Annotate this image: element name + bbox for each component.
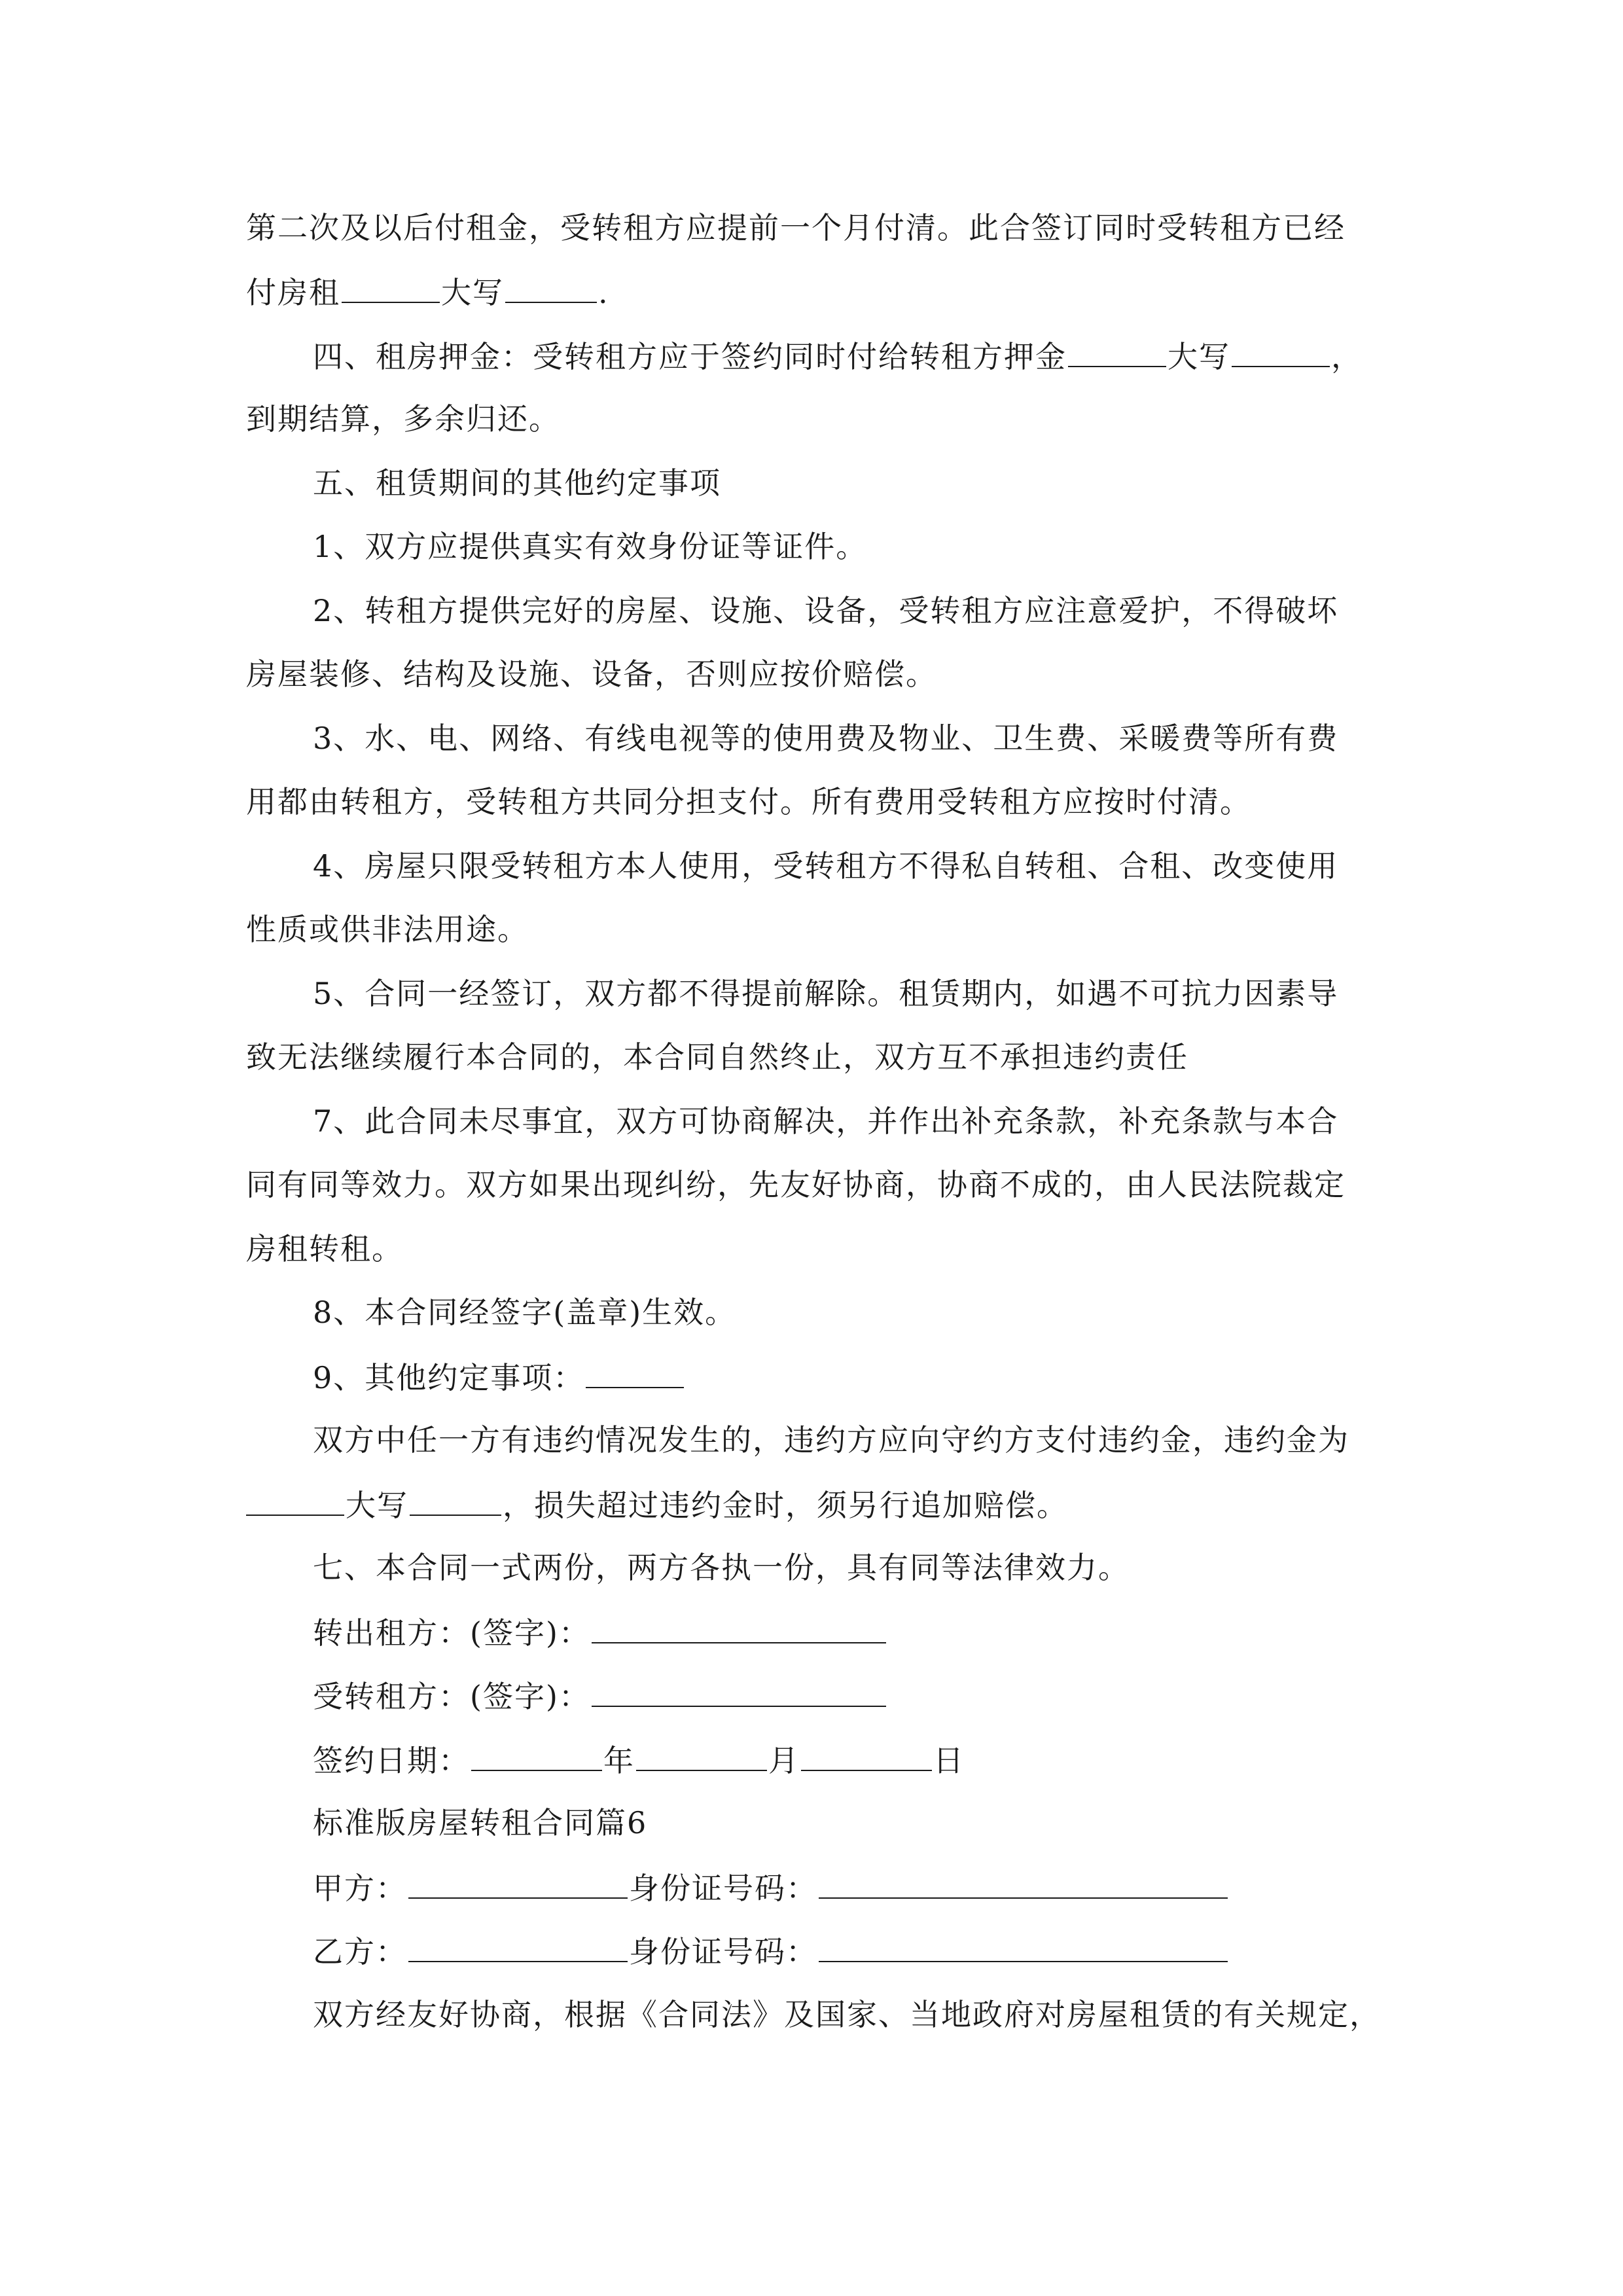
party-line: 甲方： 身份证号码：	[313, 1867, 1229, 1908]
section-title: 标准版房屋转租合同篇6	[313, 1805, 648, 1840]
text-line: 4、房屋只限受转租方本人使用，受转租方不得私自转租、合租、改变使用	[313, 848, 1339, 884]
text-line: 用都由转租方，受转租方共同分担支付。所有费用受转租方应按时付清。	[246, 784, 1251, 819]
text-line: 七、本合同一式两份，两方各执一份，具有同等法律效力。	[313, 1550, 1130, 1585]
text-line: 双方中任一方有违约情况发生的，违约方应向守约方支付违约金，违约金为	[313, 1422, 1349, 1458]
text-line: 大写 ，损失超过违约金时，须另行追加赔偿。	[246, 1484, 1068, 1525]
signature-blank	[592, 1676, 886, 1707]
text-line: 房屋装修、结构及设施、设备，否则应按价赔偿。	[246, 656, 937, 692]
day-blank	[801, 1740, 932, 1771]
section-heading: 五、租赁期间的其他约定事项	[313, 465, 721, 501]
text-line: 四、租房押金：受转租方应于签约同时付给转租方押金 大写 ，	[313, 336, 1363, 376]
signature-line: 转出租方：(签字)：	[313, 1612, 887, 1653]
id-number-blank	[819, 1867, 1228, 1899]
fill-blank	[342, 272, 440, 303]
fill-blank	[246, 1484, 344, 1516]
text-line: 同有同等效力。双方如果出现纠纷，先友好协商，协商不成的，由人民法院裁定	[246, 1167, 1346, 1202]
text-line: 房租转租。	[246, 1231, 403, 1266]
party-line: 乙方： 身份证号码：	[313, 1931, 1229, 1971]
text-line: 双方经友好协商，根据《合同法》及国家、当地政府对房屋租赁的有关规定，	[313, 1997, 1381, 2032]
date-line: 签约日期： 年 月 日	[313, 1740, 965, 1780]
text-line: 3、水、电、网络、有线电视等的使用费及物业、卫生费、采暖费等所有费	[313, 721, 1339, 756]
text-line: 性质或供非法用途。	[246, 912, 529, 947]
name-blank	[408, 1867, 628, 1899]
signature-blank	[592, 1612, 886, 1643]
year-blank	[471, 1740, 602, 1771]
text-line: 8、本合同经签字(盖章)生效。	[313, 1295, 737, 1330]
fill-blank	[505, 272, 597, 303]
text-line: 付房租 大写 .	[246, 272, 609, 312]
text-line: 第二次及以后付租金，受转租方应提前一个月付清。此合签订同时受转租方已经	[246, 210, 1346, 245]
text-line: 1、双方应提供真实有效身份证等证件。	[313, 529, 868, 564]
id-number-blank	[819, 1931, 1228, 1962]
name-blank	[408, 1931, 628, 1962]
text-line: 5、合同一经签订，双方都不得提前解除。租赁期内，如遇不可抗力因素导	[313, 976, 1339, 1011]
text-line: 2、转租方提供完好的房屋、设施、设备，受转租方应注意爱护，不得破坏	[313, 593, 1339, 628]
text-line: 9、其他约定事项：	[313, 1357, 685, 1397]
fill-blank	[586, 1357, 684, 1388]
text-line: 7、此合同未尽事宜，双方可协商解决，并作出补充条款，补充条款与本合	[313, 1103, 1339, 1139]
signature-line: 受转租方：(签字)：	[313, 1676, 887, 1716]
fill-blank	[410, 1484, 501, 1516]
fill-blank	[1068, 336, 1166, 367]
text-line: 到期结算，多余归还。	[246, 401, 560, 437]
month-blank	[636, 1740, 767, 1771]
text-line: 致无法继续履行本合同的，本合同自然终止，双方互不承担违约责任	[246, 1039, 1188, 1075]
fill-blank	[1232, 336, 1330, 367]
